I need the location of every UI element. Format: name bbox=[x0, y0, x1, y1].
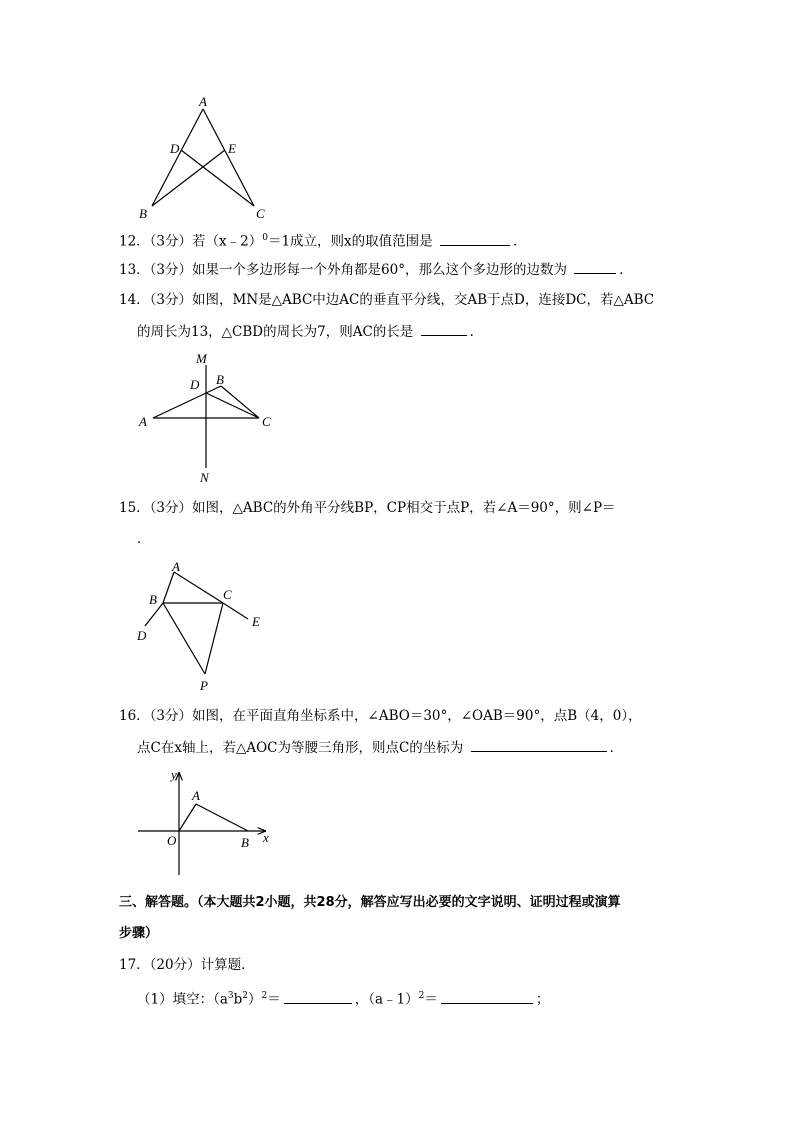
question-16-line2 bbox=[137, 737, 623, 758]
question-16-line1: 16．（3分）如图，在平面直角坐标系中，∠ABO＝30°，∠OAB＝90°，点B（4，0）， bbox=[119, 708, 642, 724]
question-15-line1: 15．（3分）如图，△ABC的外角平分线BP，CP相交于点P，若∠A＝90°，则∠P＝ bbox=[119, 500, 616, 516]
line-CP bbox=[205, 603, 223, 674]
line-AB bbox=[152, 109, 203, 206]
q17-part1-prefix: （1）填空：（a bbox=[137, 991, 228, 1008]
label-x: x bbox=[263, 830, 269, 845]
figure-q14 bbox=[135, 348, 285, 488]
label-P: P bbox=[200, 678, 208, 693]
q17-exp1: 3 bbox=[227, 991, 234, 1001]
label-D: D bbox=[190, 377, 200, 392]
answer-blank-q13[interactable] bbox=[574, 259, 616, 274]
label-B: B bbox=[216, 372, 224, 387]
figure-q16 bbox=[130, 765, 280, 880]
label-A: A bbox=[172, 559, 180, 574]
line-CE bbox=[223, 603, 248, 619]
line-DC bbox=[181, 150, 254, 206]
question-15-line2: ． bbox=[137, 531, 151, 547]
label-A: A bbox=[139, 414, 147, 429]
q17-exp3: 2 bbox=[261, 991, 268, 1001]
label-y: y bbox=[171, 767, 177, 782]
figure-q11-svg bbox=[130, 92, 280, 222]
line-AB bbox=[196, 804, 248, 831]
q13-end: ． bbox=[619, 262, 633, 278]
answer-blank-q12[interactable] bbox=[440, 231, 510, 246]
line-AC bbox=[203, 109, 254, 206]
q16-text: 点C在x轴上，若△AOC为等腰三角形，则点C的坐标为 bbox=[137, 740, 464, 756]
q13-text: 13．（3分）如果一个多边形每一个外角都是60°，那么这个多边形的边数为 bbox=[119, 262, 567, 278]
question-14-line1: 14．（3分）如图，MN是△ABC中边AC的垂直平分线，交AB于点D，连接DC，若△ABC bbox=[119, 292, 655, 308]
q17-exp4: 2 bbox=[418, 991, 425, 1001]
figure-q14-svg bbox=[135, 348, 285, 488]
q17-b: b bbox=[233, 991, 243, 1008]
label-C: C bbox=[256, 206, 265, 221]
q12-text-rest: ＝1成立，则x的取值范围是 bbox=[267, 233, 433, 250]
question-14-line2 bbox=[137, 321, 483, 342]
label-D: D bbox=[137, 628, 147, 643]
line-BC bbox=[221, 386, 259, 418]
label-E: E bbox=[228, 141, 236, 156]
q17-eq2: ＝ bbox=[424, 991, 438, 1008]
line-OA bbox=[179, 804, 196, 831]
label-B: B bbox=[149, 592, 157, 607]
question-17-part1 bbox=[137, 986, 549, 1010]
figure-q11 bbox=[130, 92, 280, 222]
q17-exp2: 2 bbox=[242, 991, 249, 1001]
line-AB bbox=[153, 386, 221, 418]
question-17-title: 17．（20分）计算题． bbox=[119, 957, 255, 973]
label-M: M bbox=[196, 351, 207, 366]
answer-blank-q17-2[interactable] bbox=[441, 989, 533, 1004]
question-12 bbox=[119, 228, 526, 252]
question-13 bbox=[119, 259, 633, 280]
q17-eq: ＝ bbox=[267, 991, 281, 1008]
label-B: B bbox=[139, 206, 147, 221]
label-C: C bbox=[223, 587, 232, 602]
line-AB bbox=[163, 572, 174, 603]
q12-text: 12．（3分）若（x﹣2） bbox=[119, 233, 263, 250]
line-DC bbox=[206, 393, 259, 418]
q12-end: ． bbox=[512, 233, 527, 250]
figure-q15 bbox=[130, 556, 280, 696]
answer-blank-q16[interactable] bbox=[471, 737, 607, 752]
q14-text: 的周长为13，△CBD的周长为7，则AC的长是 bbox=[137, 324, 414, 340]
label-O: O bbox=[167, 833, 177, 848]
label-A: A bbox=[192, 788, 200, 803]
q12-exponent: 0 bbox=[262, 233, 268, 243]
section-3-heading-line2: 步骤） bbox=[119, 926, 159, 941]
q16-end: ． bbox=[609, 740, 624, 756]
q17-close: ） bbox=[248, 991, 262, 1008]
label-N: N bbox=[200, 470, 209, 485]
line-BP bbox=[163, 603, 205, 674]
label-A: A bbox=[199, 94, 207, 109]
answer-blank-q14[interactable] bbox=[421, 321, 467, 336]
label-C: C bbox=[262, 414, 271, 429]
label-D: D bbox=[170, 141, 180, 156]
section-3-heading-line1: 三、解答题。（本大题共2小题，共28分，解答应写出必要的文字说明、证明过程或演算 bbox=[119, 895, 621, 910]
line-AC bbox=[174, 572, 223, 603]
q17-end: ； bbox=[535, 991, 550, 1008]
answer-blank-q17-1[interactable] bbox=[284, 989, 352, 1004]
label-B: B bbox=[241, 835, 249, 850]
figure-q16-svg bbox=[130, 765, 280, 880]
q14-end: ． bbox=[469, 324, 484, 340]
label-E: E bbox=[252, 614, 260, 629]
q17-sep: ，（a﹣1） bbox=[354, 991, 419, 1008]
line-EB bbox=[152, 150, 225, 206]
figure-q15-svg bbox=[130, 556, 280, 696]
